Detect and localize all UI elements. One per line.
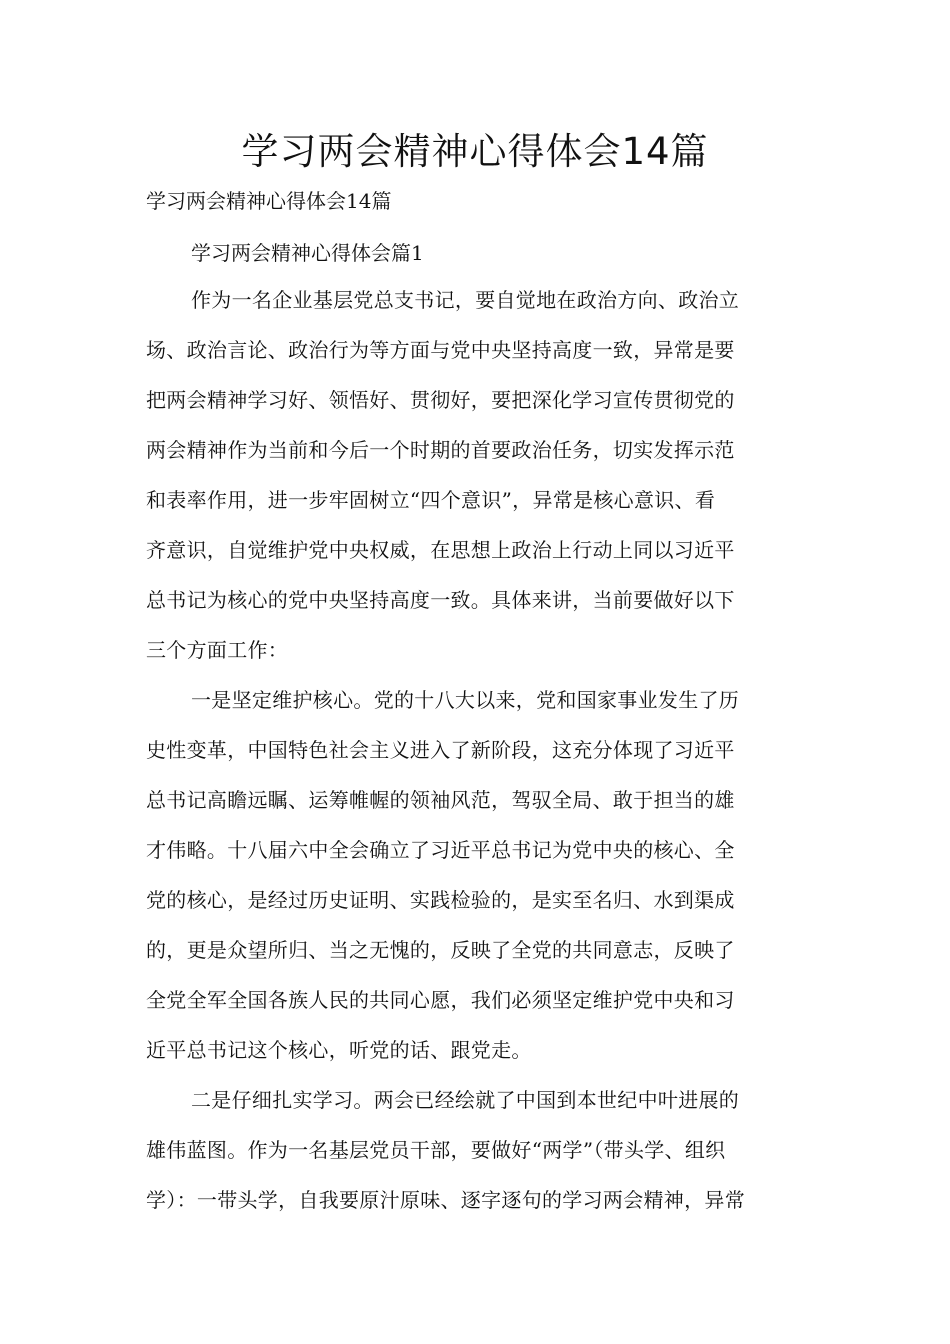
paragraph-3	[146, 1075, 806, 1225]
paragraph-line: 作为一名企业基层党总支书记，要自觉地在政治方向、政治立	[191, 288, 740, 312]
paragraph-line: 总书记高瞻远瞩、运筹帷幄的领袖风范，驾驭全局、敢于担当的雄	[146, 788, 735, 812]
paragraph-line: 二是仔细扎实学习。两会已经绘就了中国到本世纪中叶进展的	[191, 1088, 740, 1112]
paragraph-line: 才伟略。十八届六中全会确立了习近平总书记为党中央的核心、全	[146, 838, 735, 862]
paragraph-line: 两会精神作为当前和今后一个时期的首要政治任务，切实发挥示范	[146, 438, 735, 462]
paragraph-line: 齐意识，自觉维护党中央权威，在思想上政治上行动上同以习近平	[146, 538, 735, 562]
paragraph-line: 近平总书记这个核心，听党的话、跟党走。	[146, 1038, 532, 1062]
paragraph-line: 全党全军全国各族人民的共同心愿，我们必须坚定维护党中央和习	[146, 988, 735, 1012]
paragraph-1	[146, 275, 806, 675]
document-title: 学习两会精神心得体会14篇	[241, 130, 709, 173]
paragraph-line: 学）：一带头学，自我要原汁原味、逐字逐句的学习两会精神，异常	[146, 1188, 745, 1212]
paragraph-line: 把两会精神学习好、领悟好、贯彻好，要把深化学习宣传贯彻党的	[146, 388, 735, 412]
paragraph-line: 场、政治言论、政治行为等方面与党中央坚持高度一致，异常是要	[146, 338, 735, 362]
paragraph-2	[146, 675, 806, 1075]
paragraph-line: 三个方面工作：	[146, 638, 289, 662]
paragraph-line: 和表率作用，进一步牢固树立“四个意识”，异常是核心意识、看	[146, 488, 716, 512]
document-subtitle: 学习两会精神心得体会14篇	[146, 189, 392, 213]
section-heading: 学习两会精神心得体会篇1	[191, 241, 424, 265]
paragraph-line: 雄伟蓝图。作为一名基层党员干部，要做好“两学”（带头学、组织	[146, 1138, 726, 1162]
paragraph-line: 总书记为核心的党中央坚持高度一致。具体来讲，当前要做好以下	[146, 588, 735, 612]
paragraph-line: 史性变革，中国特色社会主义进入了新阶段，这充分体现了习近平	[146, 738, 735, 762]
paragraph-line: 的，更是众望所归、当之无愧的，反映了全党的共同意志，反映了	[146, 938, 735, 962]
paragraph-line: 一是坚定维护核心。党的十八大以来，党和国家事业发生了历	[191, 688, 740, 712]
paragraph-line: 党的核心，是经过历史证明、实践检验的，是实至名归、水到渠成	[146, 888, 735, 912]
